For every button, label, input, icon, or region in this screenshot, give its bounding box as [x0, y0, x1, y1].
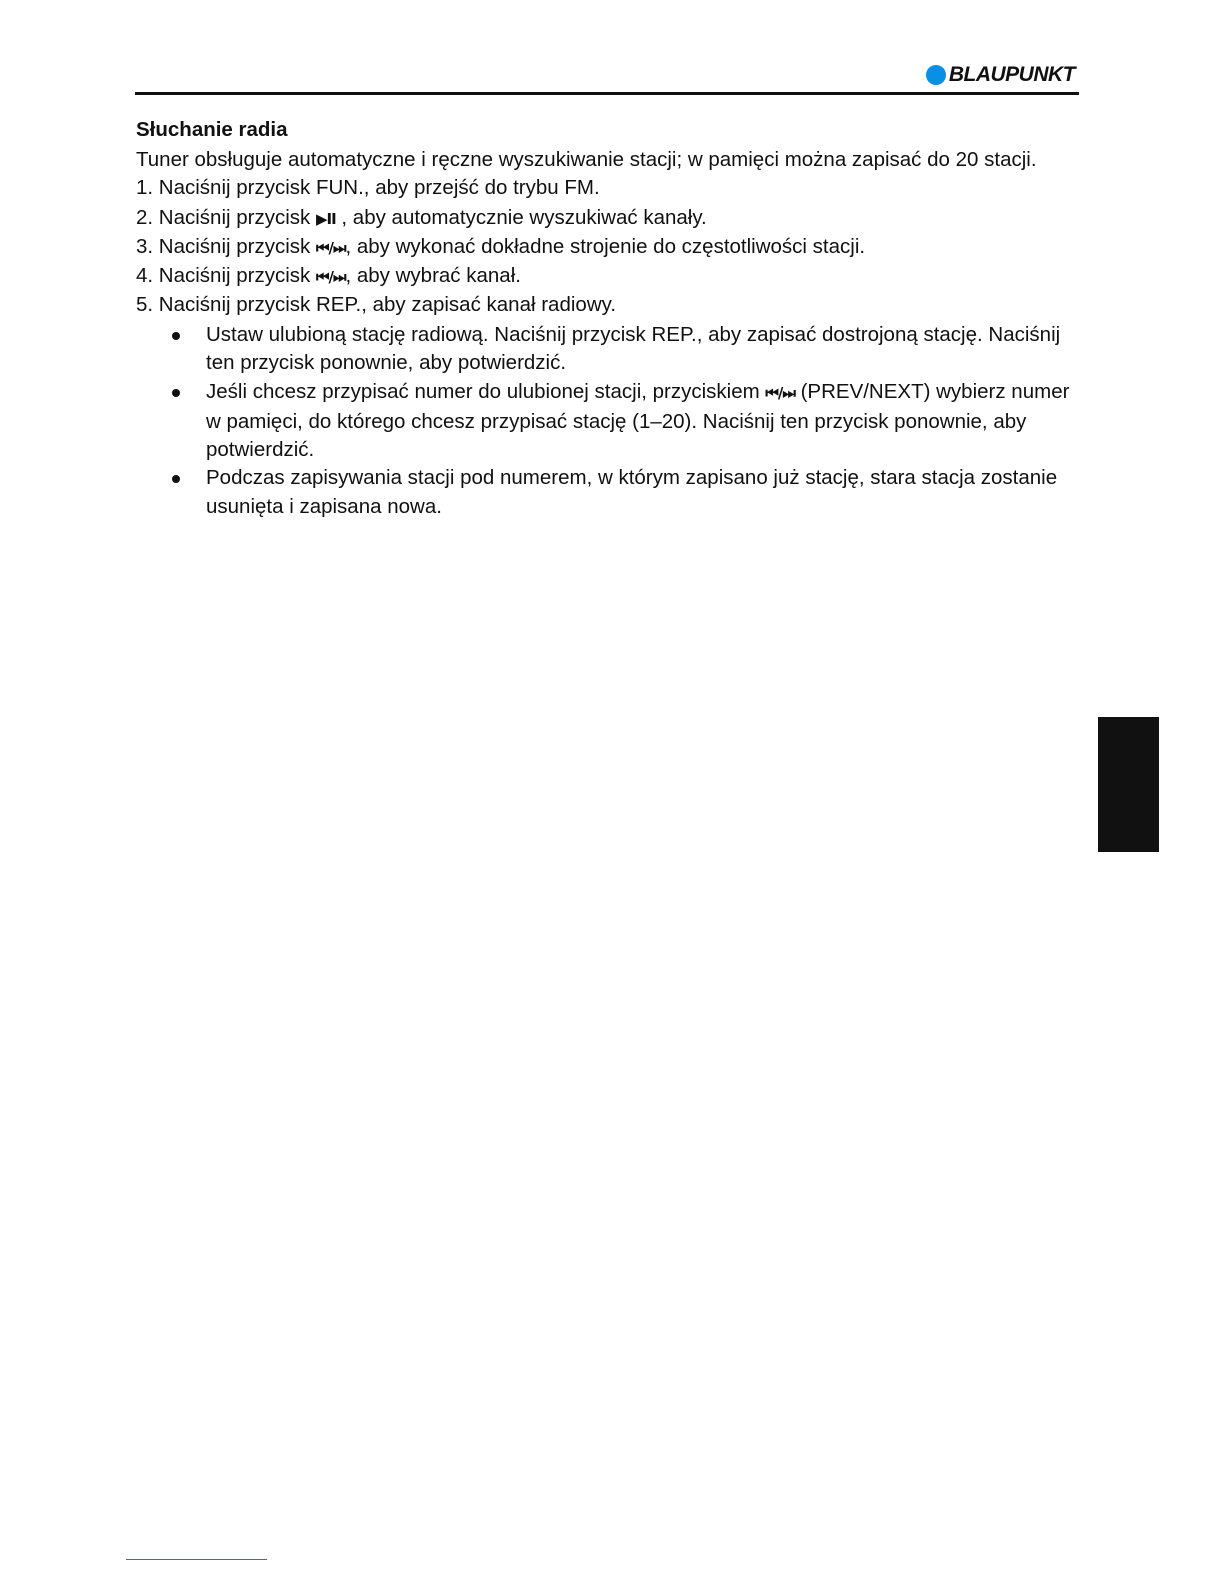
bullet-icon [172, 389, 180, 397]
prev-next-icon: ⏮/⏭ [765, 384, 795, 403]
bullet-item: Podczas zapisywania stacji pod numerem, w którym zapisano już stację, stara stacja zostanie usunięta i zapisana nowa. [206, 464, 1076, 522]
bullet-icon [172, 475, 180, 483]
bullet-item: Jeśli chcesz przypisać numer do ulubionej stacji, przyciskiem ⏮/⏭ (PREV/NEXT) wybierz numer w pamięci, do którego chcesz przypisać stację (1–20). Naciśnij ten przycisk ponownie, aby potwierdzić. [206, 378, 1076, 464]
page-header [135, 58, 1079, 95]
bullet-item: Ustaw ulubioną stację radiową. Naciśnij przycisk REP., aby zapisać dostrojoną stację. Naciśnij ten przycisk ponownie, aby potwierdzić. [206, 321, 1076, 379]
play-pause-icon: ▶II [316, 209, 336, 228]
section-title: Słuchanie radia [136, 118, 288, 141]
bullets-list [136, 321, 1076, 522]
main-content [136, 114, 1076, 522]
blue-dot-icon [926, 65, 946, 85]
step-item: 3. Naciśnij przycisk ⏮/⏭, aby wykonać dokładne strojenie do częstotliwości stacji. [136, 234, 866, 258]
brand-name: BLAUPUNKT [948, 63, 1075, 86]
step-item: 5. Naciśnij przycisk REP., aby zapisać kanał radiowy. [136, 293, 617, 317]
step-item: 1. Naciśnij przycisk FUN., aby przejść do trybu FM. [136, 176, 600, 200]
footer-divider [126, 1559, 267, 1560]
brand-logo [926, 62, 1075, 88]
intro-paragraph: Tuner obsługuje automatyczne i ręczne wyszukiwanie stacji; w pamięci można zapisać do 20 stacji. [136, 148, 1037, 171]
step-item: 2. Naciśnij przycisk ▶II , aby automatycznie wyszukiwać kanały. [136, 205, 707, 229]
step-item: 4. Naciśnij przycisk ⏮/⏭, aby wybrać kanał. [136, 264, 521, 288]
steps-list [136, 174, 1076, 320]
bullet-icon [172, 332, 180, 340]
prev-next-icon: ⏮/⏭ [316, 268, 346, 287]
language-tab-marker [1098, 717, 1159, 852]
prev-next-icon: ⏮/⏭ [316, 238, 346, 257]
